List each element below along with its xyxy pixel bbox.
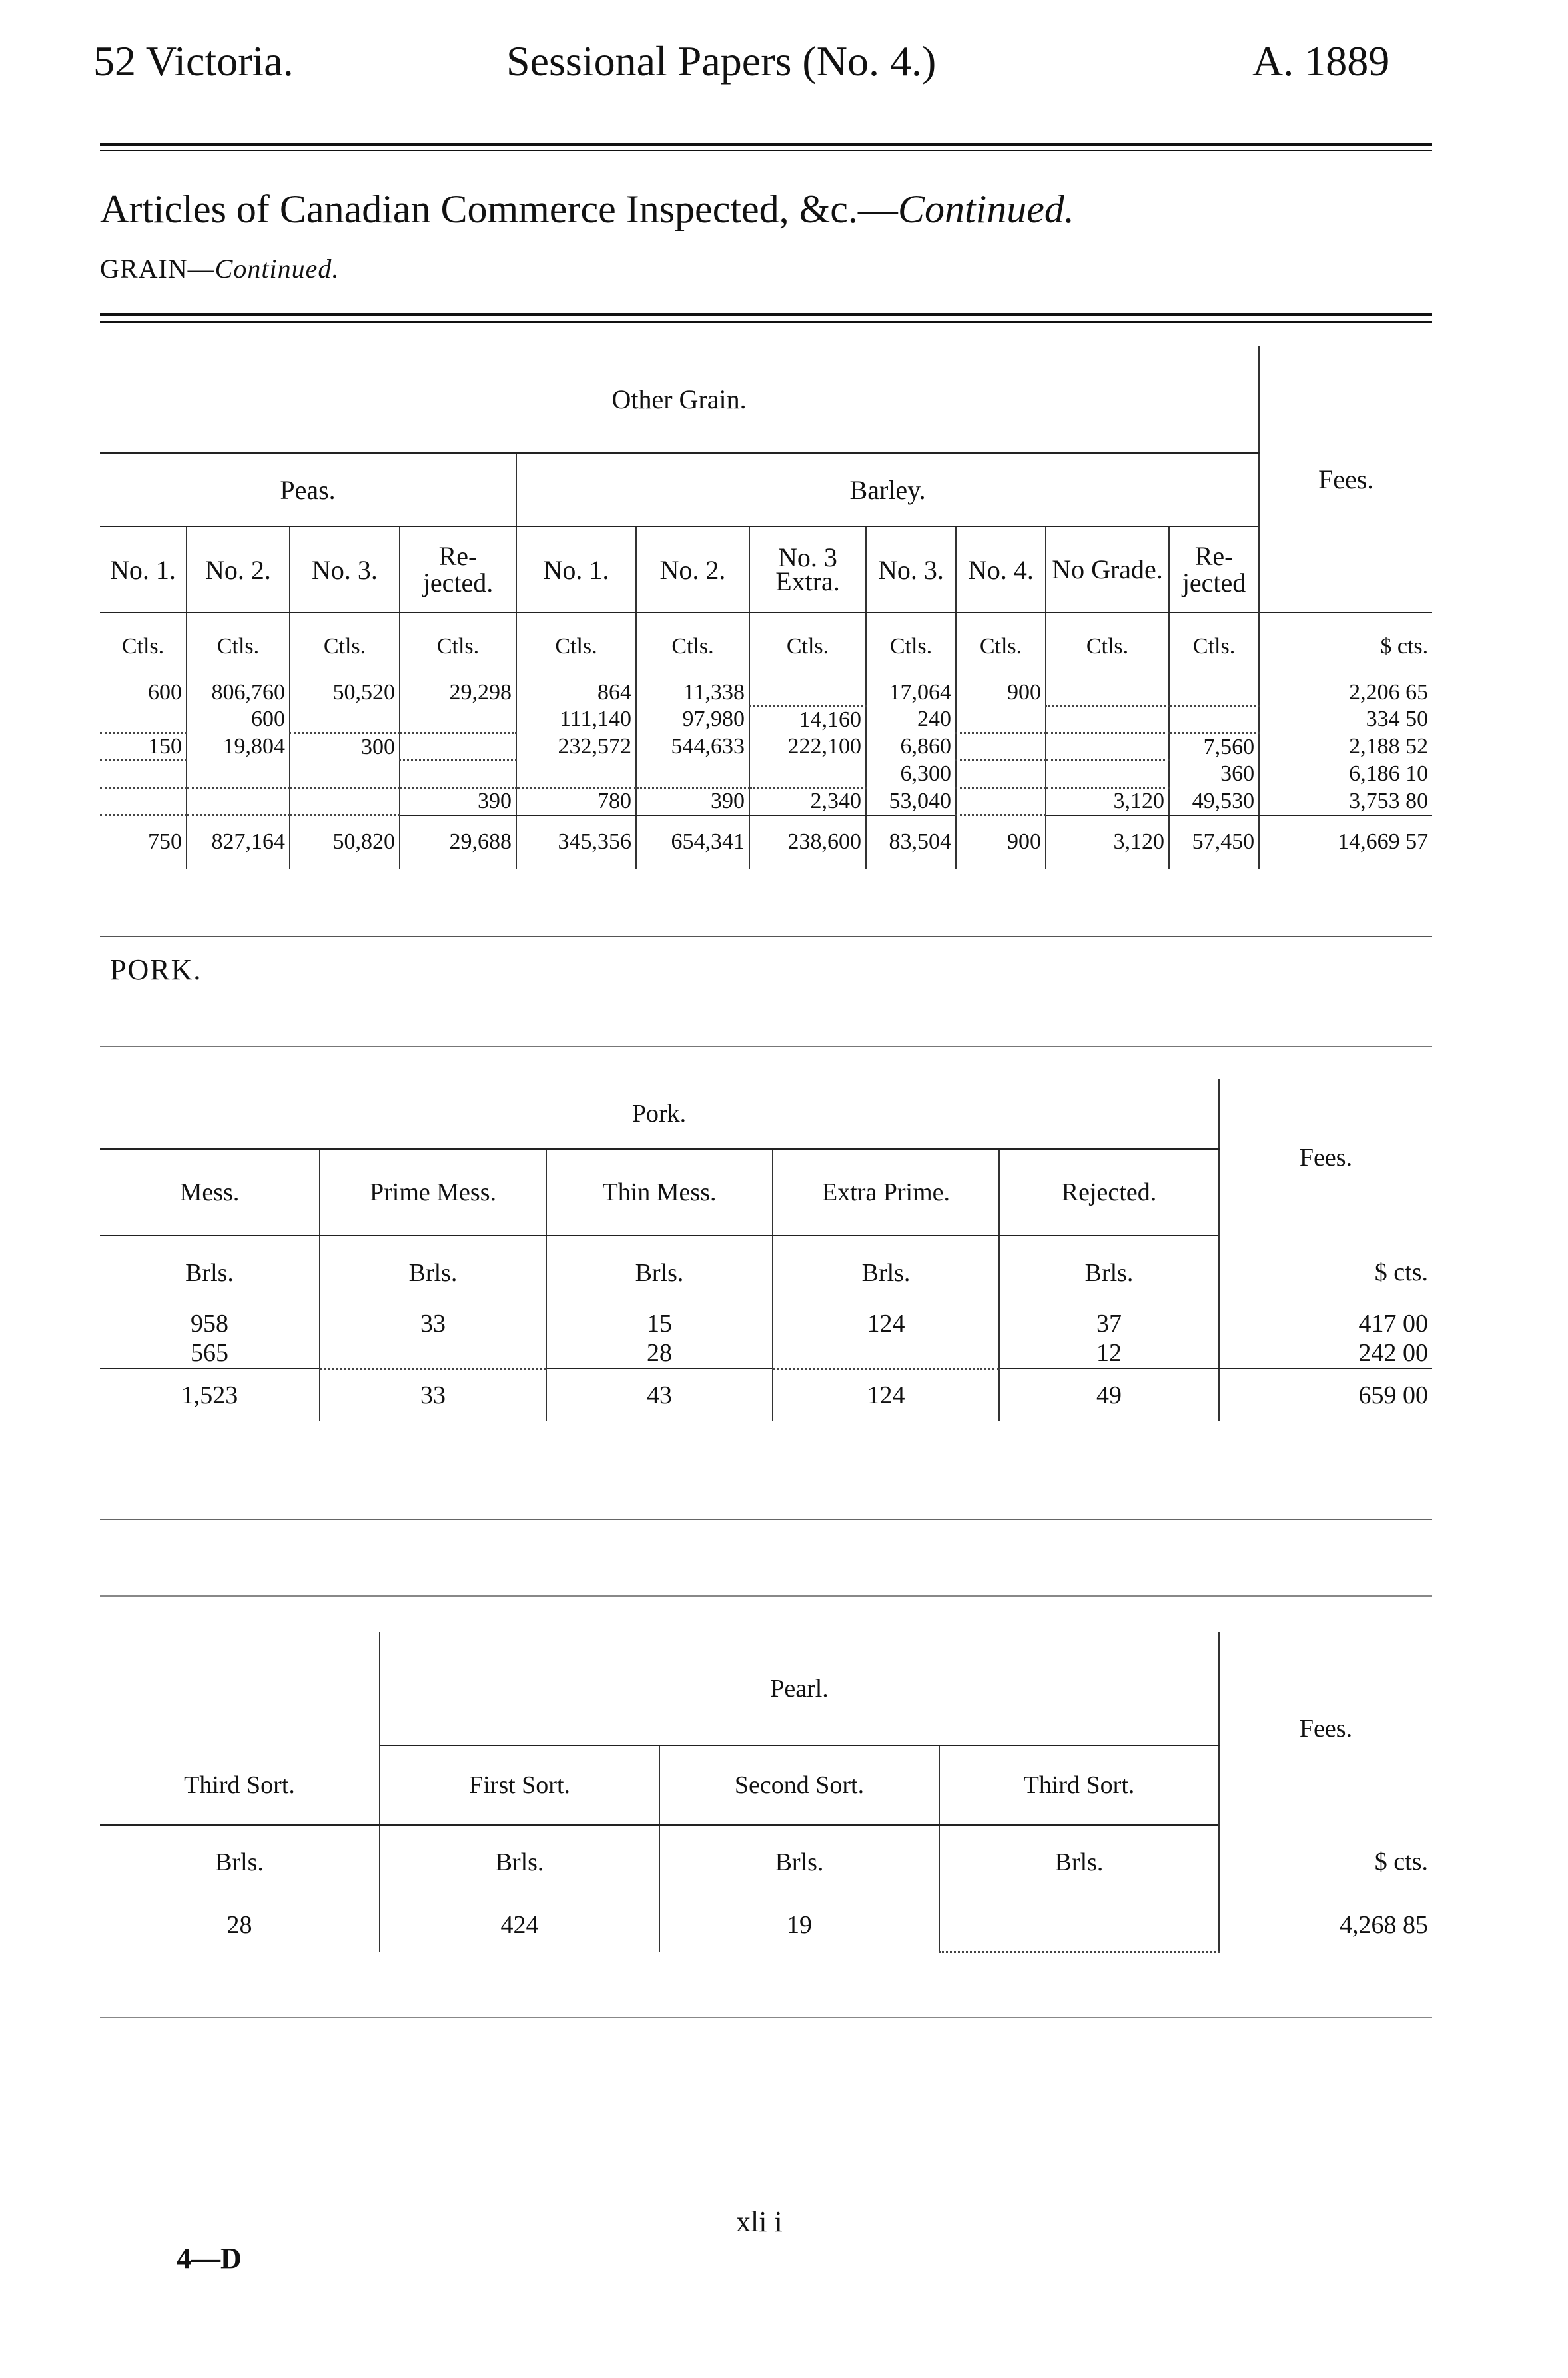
col-rejected: Rejected.	[999, 1149, 1219, 1236]
col-second-sort: Second Sort.	[659, 1745, 939, 1825]
total-cell: 57,450	[1192, 829, 1255, 854]
cell: 19,804	[187, 733, 290, 761]
cell	[1046, 679, 1169, 706]
totals-row	[100, 815, 1432, 869]
cell	[956, 706, 1046, 733]
unit-cell: Ctls.	[290, 613, 400, 679]
cell: 390	[636, 788, 749, 815]
total-cell: 49	[1096, 1381, 1122, 1409]
table-row	[100, 706, 1432, 733]
cell	[320, 1338, 546, 1368]
total-cell: 29,688	[400, 815, 516, 869]
cell-fees: 3,753 80	[1259, 788, 1432, 815]
unit-cell: Ctls.	[100, 613, 187, 679]
unit-cell: Brls.	[380, 1825, 659, 1898]
cell	[1169, 706, 1259, 733]
cell-fees: 6,186 10	[1259, 761, 1432, 788]
cell: 7,560	[1203, 734, 1255, 759]
cell: 900	[956, 679, 1046, 706]
cell: 6,300	[866, 761, 956, 788]
total-cell: 345,356	[516, 815, 636, 869]
cell: 111,140	[516, 706, 636, 733]
grain-fees-header: Fees.	[1259, 346, 1432, 613]
table-row	[100, 679, 1432, 706]
title-main: Articles of Canadian Commerce Inspected, &c.—	[100, 187, 898, 231]
pork-units-row	[100, 1236, 1432, 1309]
cell: 424	[380, 1898, 659, 1952]
col-barley-no1: No. 1.	[516, 526, 636, 613]
col-third-sort-pot: Third Sort.	[100, 1745, 380, 1825]
col-barley-no4: No. 4.	[956, 526, 1046, 613]
peas-header: Peas.	[100, 453, 516, 526]
cell: 360	[1220, 761, 1255, 786]
cell-fees: 2,206 65	[1259, 679, 1432, 706]
cell	[100, 788, 187, 815]
cell	[516, 761, 636, 788]
col-barley-no3-extra: No. 3 Extra.	[749, 526, 866, 613]
cell	[939, 1898, 1219, 1952]
cell: 390	[400, 788, 516, 815]
col-thin-mess: Thin Mess.	[546, 1149, 773, 1236]
total-cell: 43	[546, 1368, 773, 1421]
col-third-sort: Third Sort.	[939, 1745, 1219, 1825]
cell	[749, 761, 866, 788]
cell: 19	[659, 1898, 939, 1952]
total-cell: 1,523	[100, 1368, 320, 1421]
unit-cell: Brls.	[100, 1825, 380, 1898]
cell	[400, 761, 516, 788]
col-prime-mess: Prime Mess.	[320, 1149, 546, 1236]
cell: 50,520	[290, 679, 400, 706]
total-cell-fees: 659 00	[1219, 1368, 1432, 1421]
cell: 300	[290, 733, 400, 761]
header-left: 52 Victoria.	[93, 37, 294, 85]
cell: 49,530	[1169, 788, 1259, 815]
cell-fees: 334 50	[1259, 706, 1432, 733]
header-rule-thin	[100, 150, 1432, 151]
unit-cell: Ctls.	[1192, 633, 1236, 659]
header-center: Sessional Papers (No. 4.)	[506, 37, 937, 85]
cell	[400, 733, 516, 761]
unit-cell: Brls.	[1084, 1258, 1134, 1287]
cell: 124	[773, 1309, 999, 1338]
unit-cell: Brls.	[773, 1236, 999, 1309]
total-cell: 827,164	[187, 815, 290, 869]
cell	[956, 788, 1046, 815]
cell	[1046, 733, 1169, 761]
unit-cell: Brls.	[100, 1236, 320, 1309]
cell: 864	[516, 679, 636, 706]
col-extra-prime: Extra Prime.	[773, 1149, 999, 1236]
cell: 28	[100, 1898, 380, 1952]
subtitle-continued: Continued.	[214, 254, 340, 284]
col-barley-no2: No. 2.	[636, 526, 749, 613]
col-barley-rejected: Re-jected	[1169, 526, 1259, 613]
cell	[100, 706, 187, 733]
cell	[956, 733, 1046, 761]
total-cell: 50,820	[290, 815, 400, 869]
section-subtitle	[100, 253, 339, 284]
cell: 11,338	[636, 679, 749, 706]
table-row	[100, 1309, 1432, 1338]
cell: 97,980	[636, 706, 749, 733]
pearl-group-header: Pearl.	[380, 1632, 1219, 1745]
pearl-top-rule	[100, 1595, 1432, 1597]
cell	[290, 761, 400, 788]
grain-table	[100, 346, 1432, 869]
cell: 565	[100, 1338, 320, 1368]
totals-row	[100, 1368, 1432, 1421]
cell	[1046, 706, 1169, 733]
cell-fees: 4,268 85	[1219, 1898, 1432, 1952]
cell	[290, 706, 400, 733]
total-cell: 33	[320, 1368, 546, 1421]
pork-top-rule	[100, 1046, 1432, 1047]
cell	[100, 761, 187, 788]
cell	[400, 706, 516, 733]
unit-cell: Ctls.	[400, 613, 516, 679]
barley-header: Barley.	[516, 453, 1259, 526]
cell: 17,064	[866, 679, 956, 706]
unit-cell: Ctls.	[1046, 613, 1169, 679]
header-rule	[100, 143, 1432, 146]
unit-cell: Ctls.	[516, 613, 636, 679]
table-row	[100, 1338, 1432, 1368]
col-barley-no3: No. 3.	[866, 526, 956, 613]
cell: 222,100	[749, 733, 866, 761]
subtitle-main: GRAIN—	[100, 254, 215, 284]
unit-cell: Ctls.	[749, 613, 866, 679]
unit-cell-fees: $ cts.	[1259, 613, 1432, 679]
col-peas-no2: No. 2.	[187, 526, 290, 613]
table-row	[100, 733, 1432, 761]
table-row	[100, 761, 1432, 788]
unit-cell: Brls.	[659, 1825, 939, 1898]
cell: 12	[999, 1338, 1219, 1368]
pork-fees-header: Fees.	[1219, 1079, 1432, 1236]
total-cell-fees: 14,669 57	[1259, 815, 1432, 869]
cell: 780	[516, 788, 636, 815]
cell: 28	[546, 1338, 773, 1368]
unit-cell-fees: $ cts.	[1219, 1825, 1432, 1898]
pork-group-header: Pork.	[100, 1079, 1219, 1149]
pork-bottom-rule	[100, 1519, 1432, 1520]
cell	[290, 788, 400, 815]
cell: 33	[320, 1309, 546, 1338]
document-signature: 4—D	[177, 2242, 242, 2275]
header-right: A. 1889	[1252, 37, 1390, 85]
col-peas-no3: No. 3.	[290, 526, 400, 613]
col-peas-no1: No. 1.	[100, 526, 187, 613]
cell-fees: 417 00	[1219, 1309, 1432, 1338]
total-cell: 83,504	[866, 815, 956, 869]
total-cell: 654,341	[636, 815, 749, 869]
cell: 600	[187, 706, 290, 733]
page-title	[100, 187, 1074, 232]
grain-column-headers	[100, 526, 1432, 613]
table-row	[100, 1898, 1432, 1952]
total-cell: 750	[100, 815, 187, 869]
pearl-table	[100, 1632, 1432, 1953]
unit-cell: Ctls.	[636, 613, 749, 679]
cell: 6,860	[866, 733, 956, 761]
total-cell: 3,120	[1046, 815, 1169, 869]
cell	[636, 761, 749, 788]
table-row	[100, 788, 1432, 815]
cell: 3,120	[1046, 788, 1169, 815]
cell: 29,298	[400, 679, 516, 706]
unit-cell-fees: $ cts.	[1219, 1236, 1432, 1309]
cell	[956, 761, 1046, 788]
total-cell: 124	[773, 1368, 999, 1421]
title-continued: Continued.	[897, 187, 1074, 231]
col-mess: Mess.	[100, 1149, 320, 1236]
unit-cell: Brls.	[1054, 1848, 1104, 1876]
other-grain-header: Other Grain.	[100, 346, 1259, 453]
grain-units-row	[100, 613, 1432, 679]
pearl-bottom-rule	[100, 2017, 1432, 2018]
section-rule	[100, 313, 1432, 316]
cell	[187, 788, 290, 815]
pearl-units-row	[100, 1825, 1432, 1898]
col-barley-no-grade: No Grade.	[1046, 526, 1169, 613]
cell	[773, 1338, 999, 1368]
unit-cell: Brls.	[320, 1236, 546, 1309]
unit-cell: Ctls.	[187, 613, 290, 679]
pearl-fees-header: Fees.	[1219, 1632, 1432, 1825]
cell-fees: 2,188 52	[1259, 733, 1432, 761]
cell: 232,572	[516, 733, 636, 761]
unit-cell: Brls.	[546, 1236, 773, 1309]
cell: 240	[866, 706, 956, 733]
unit-cell: Ctls.	[866, 613, 956, 679]
cell: 600	[100, 679, 187, 706]
cell: 958	[100, 1309, 320, 1338]
page-number: xli i	[736, 2205, 783, 2238]
section-rule-2	[100, 321, 1432, 323]
cell	[749, 679, 866, 706]
cell: 15	[546, 1309, 773, 1338]
cell: 544,633	[636, 733, 749, 761]
grain-bottom-rule	[100, 936, 1432, 937]
col-peas-rejected: Re-jected.	[400, 526, 516, 613]
cell-fees: 242 00	[1219, 1338, 1432, 1368]
unit-cell: Ctls.	[956, 613, 1046, 679]
total-cell: 900	[956, 815, 1046, 869]
cell: 806,760	[187, 679, 290, 706]
cell: 150	[100, 733, 187, 761]
cell	[1046, 761, 1169, 788]
pork-section-label: PORK.	[110, 953, 202, 986]
cell: 53,040	[866, 788, 956, 815]
cell	[1169, 679, 1259, 706]
cell: 37	[1096, 1310, 1122, 1338]
cell	[187, 761, 290, 788]
cell: 2,340	[749, 788, 866, 815]
cell: 14,160	[749, 706, 866, 733]
total-cell: 238,600	[749, 815, 866, 869]
col-first-sort: First Sort.	[380, 1745, 659, 1825]
pork-table	[100, 1079, 1432, 1421]
